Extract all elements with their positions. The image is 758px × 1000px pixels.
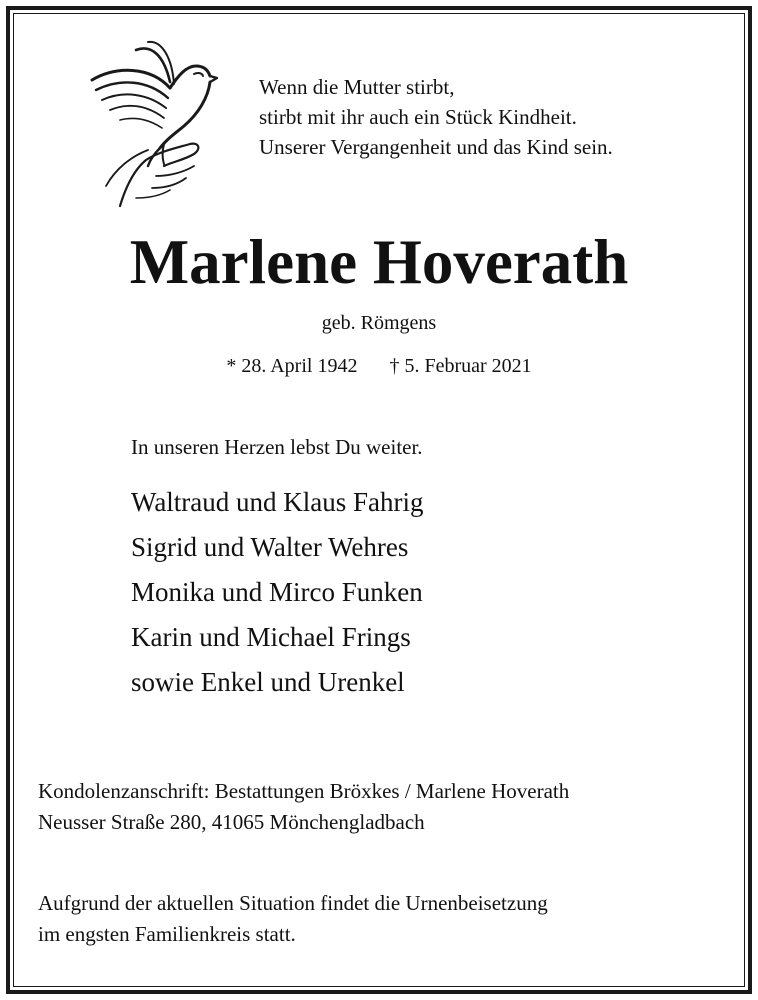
notice-line-2: im engsten Familienkreis statt. (38, 922, 296, 946)
notice-line-1: Aufgrund der aktuellen Situation findet die Urnenbeisetzung (38, 891, 548, 915)
mourner-entry: Monika und Mirco Funken (131, 577, 423, 607)
maiden-name: geb. Römgens (321, 312, 437, 334)
birth-date: * 28. April 1942 (226, 355, 358, 377)
death-date: † 5. Februar 2021 (389, 355, 532, 377)
condolence-line-1: Kondolenzanschrift: Bestattungen Bröxkes / Marlene Hoverath (38, 779, 570, 803)
motto-line-2: stirbt mit ihr auch ein Stück Kindheit. (259, 105, 577, 129)
burial-notice (38, 888, 548, 950)
mourner-entry: sowie Enkel und Urenkel (131, 667, 405, 697)
deceased-name: Marlene Hoverath (129, 227, 629, 297)
motto-line-1: Wenn die Mutter stirbt, (259, 75, 455, 99)
mourner-entry: Waltraud und Klaus Fahrig (131, 487, 424, 517)
motto-line-3: Unserer Vergangenheit und das Kind sein. (259, 135, 613, 159)
mourner-entry: Karin und Michael Frings (131, 622, 411, 652)
condolence-address (38, 776, 569, 838)
dove-over-hand-icon (86, 36, 218, 212)
motto-verse (259, 72, 613, 162)
mourners-list (131, 480, 424, 705)
life-dates (0, 353, 758, 379)
tagline: In unseren Herzen lebst Du weiter. (131, 435, 423, 459)
condolence-line-2: Neusser Straße 280, 41065 Mönchengladbach (38, 810, 425, 834)
mourner-entry: Sigrid und Walter Wehres (131, 532, 409, 562)
